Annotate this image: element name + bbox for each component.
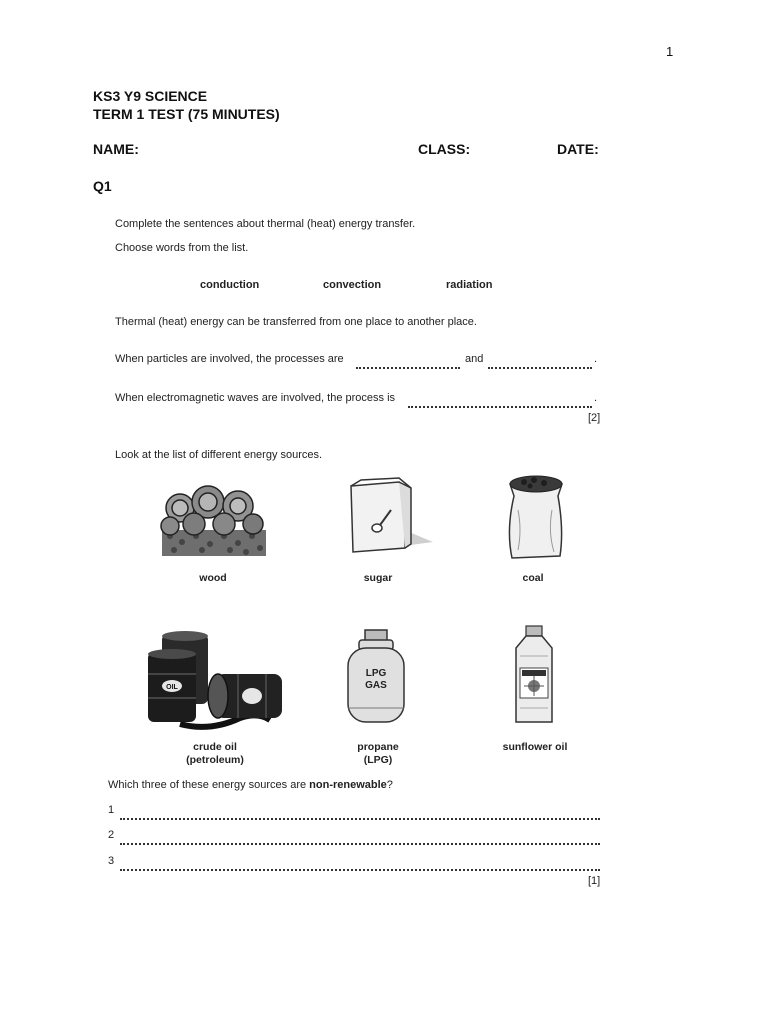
sentence-transfer: Thermal (heat) energy can be transferred from one place to another place. — [115, 316, 477, 328]
coal-sack-icon — [500, 470, 572, 562]
question-number: Q1 — [93, 178, 112, 194]
answer-line-1[interactable] — [120, 807, 600, 825]
crude-oil-sub: (petroleum) — [186, 754, 244, 766]
question-text-start: Which three of these energy sources are — [108, 779, 310, 791]
instruction-choose: Choose words from the list. — [115, 242, 249, 254]
sentence-waves: When electromagnetic waves are involved, the process is — [115, 392, 396, 404]
period: . — [594, 353, 598, 365]
answer-line-3[interactable] — [120, 858, 600, 876]
marks-part-b: [1] — [588, 875, 601, 887]
source-label-crude-oil — [175, 741, 255, 767]
oil-bottle-icon — [510, 626, 558, 726]
propane-sub: (LPG) — [363, 754, 393, 766]
cylinder-gas-text: GAS — [365, 680, 387, 691]
wood-logs-icon — [158, 478, 270, 558]
and-word: and — [465, 353, 484, 365]
source-label-propane — [343, 741, 413, 767]
source-label-coal: coal — [522, 572, 544, 584]
instruction-sources: Look at the list of different energy sources. — [115, 449, 323, 461]
source-label-wood: wood — [199, 572, 227, 584]
sentence-particles: When particles are involved, the processes are — [115, 353, 344, 365]
answer-blank-3[interactable] — [408, 395, 592, 413]
class-label: CLASS: — [418, 141, 471, 157]
period: . — [594, 392, 598, 404]
gas-cylinder-icon — [345, 630, 407, 726]
propane-name: propane — [357, 741, 399, 753]
word-option: conduction — [200, 279, 260, 291]
name-label: NAME: — [93, 141, 139, 157]
barrel-oil-text: OIL — [166, 684, 178, 691]
cylinder-lpg-text: LPG — [365, 668, 387, 679]
answer-number-3: 3 — [108, 855, 115, 867]
oil-barrels-icon — [140, 628, 290, 732]
course-title: KS3 Y9 SCIENCE — [93, 88, 208, 104]
crude-oil-name: crude oil — [193, 741, 237, 753]
answer-blank-1[interactable] — [356, 356, 460, 374]
page-number: 1 — [666, 44, 674, 59]
source-label-sugar: sugar — [363, 572, 393, 584]
question-non-renewable — [108, 779, 393, 791]
marks-part-a: [2] — [588, 412, 601, 424]
answer-number-2: 2 — [108, 829, 115, 841]
word-option: radiation — [446, 279, 493, 291]
answer-blank-2[interactable] — [488, 356, 592, 374]
answer-line-2[interactable] — [120, 832, 600, 850]
date-label: DATE: — [557, 141, 599, 157]
sugar-bag-icon — [345, 476, 435, 556]
question-text-end: ? — [386, 779, 393, 791]
source-label-sunflower-oil: sunflower oil — [502, 741, 568, 753]
instruction-complete: Complete the sentences about thermal (heat) energy transfer. — [115, 218, 416, 230]
test-title: TERM 1 TEST (75 MINUTES) — [93, 106, 280, 122]
answer-number-1: 1 — [108, 804, 115, 816]
question-text-bold: non-renewable — [309, 779, 387, 791]
word-option: convection — [323, 279, 382, 291]
